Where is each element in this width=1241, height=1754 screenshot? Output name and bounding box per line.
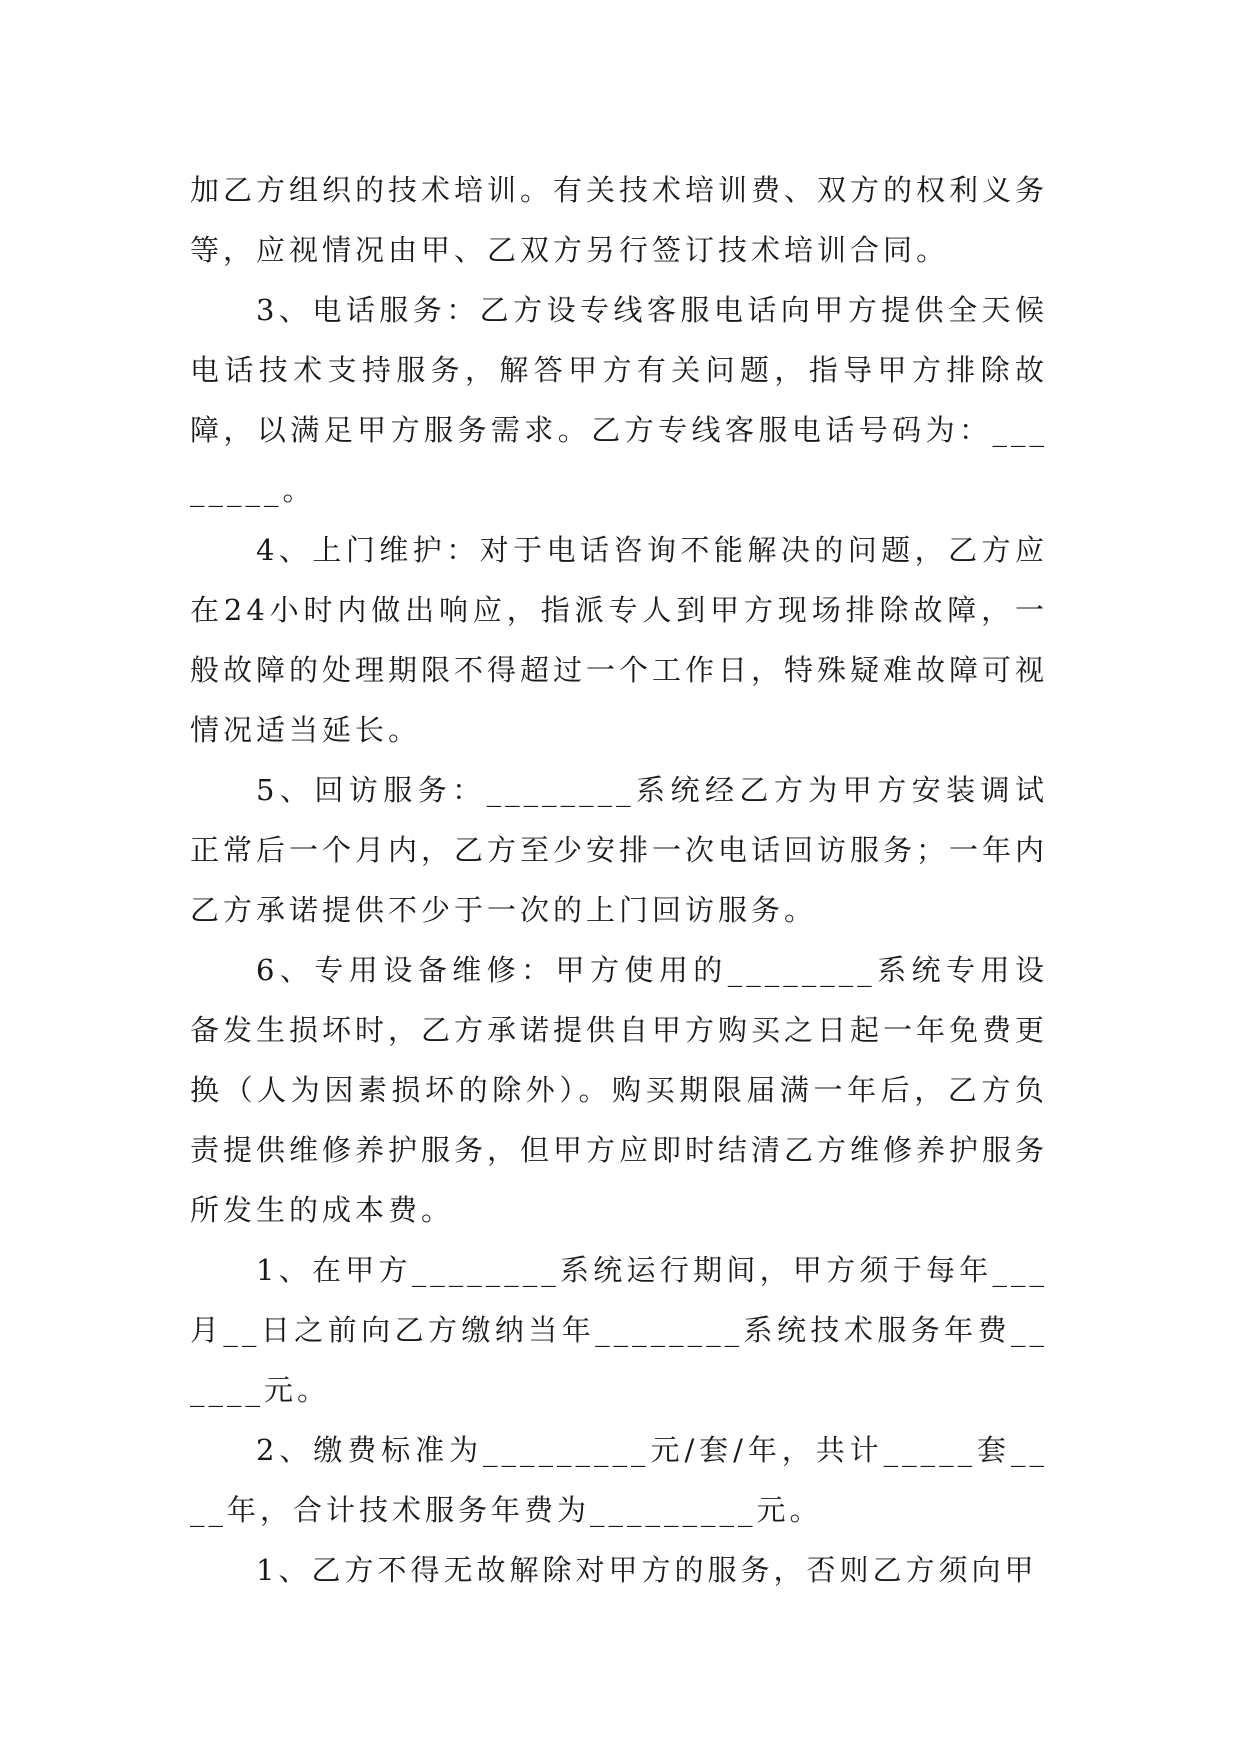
- paragraph-onsite-maintenance: 4、上门维护：对于电话咨询不能解决的问题，乙方应在24小时内做出响应，指派专人到甲方现场排除故障，一般故障的处理期限不得超过一个工作日，特殊疑难故障可视情况适当延长。: [190, 533, 1049, 747]
- paragraph-training-contract: 加乙方组织的技术培训。有关技术培训费、双方的权利义务等，应视情况由甲、乙双方另行签订技术培训合同。: [190, 173, 1049, 267]
- document-body: [190, 160, 1048, 1600]
- paragraph-termination: 1、乙方不得无故解除对甲方的服务，否则乙方须向甲: [256, 1553, 1038, 1587]
- paragraph-phone-service: 3、电话服务：乙方设专线客服电话向甲方提供全天候电话技术支持服务，解答甲方有关问题，指导甲方排除故障，以满足甲方服务需求。乙方专线客服电话号码为：________。: [190, 293, 1048, 507]
- paragraph-fee-standard: 2、缴费标准为_________元/套/年，共计_____套____年，合计技术服务年费为_________元。: [190, 1433, 1048, 1527]
- paragraph-annual-fee: 1、在甲方________系统运行期间，甲方须于每年___月__日之前向乙方缴纳当年________系统技术服务年费______元。: [190, 1253, 1048, 1407]
- paragraph-equipment-repair: 6、专用设备维修：甲方使用的________系统专用设备发生损坏时，乙方承诺提供自甲方购买之日起一年免费更换（人为因素损坏的除外）。购买期限届满一年后，乙方负责提供维修养护服务，但甲方应即时结清乙方维修养护服务所发生的成本费。: [190, 953, 1049, 1227]
- paragraph-return-visit: 5、回访服务：________系统经乙方为甲方安装调试正常后一个月内，乙方至少安排一次电话回访服务；一年内乙方承诺提供不少于一次的上门回访服务。: [190, 773, 1049, 927]
